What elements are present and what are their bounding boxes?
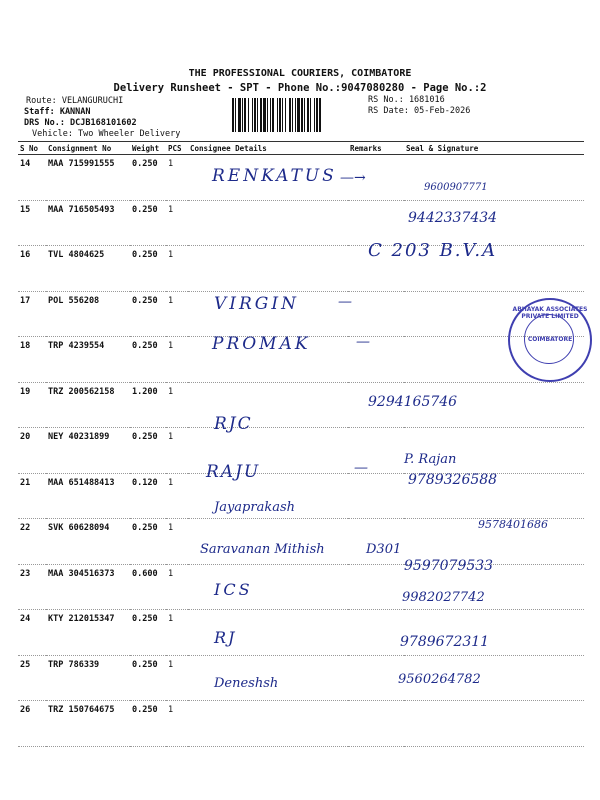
row-weight: 0.250	[130, 155, 166, 201]
row-sno: 17	[18, 291, 46, 337]
col-consignee: Consignee Details	[188, 142, 348, 155]
row-weight: 0.250	[130, 337, 166, 383]
row-pcs: 1	[166, 291, 188, 337]
drs-number: DRS No.: DCJB168101602	[24, 118, 137, 128]
table-row	[18, 246, 584, 292]
row-pcs: 1	[166, 428, 188, 474]
row-consignment: TRZ 150764675	[46, 701, 130, 747]
row-pcs: 1	[166, 564, 188, 610]
row-weight: 0.250	[130, 701, 166, 747]
barcode	[232, 98, 362, 132]
handwritten-phone: 9294165746	[368, 394, 458, 410]
col-remarks: Remarks	[348, 142, 404, 155]
staff-label: Staff: KANNAN	[24, 107, 91, 117]
handwritten-phone: 9597079533	[404, 558, 494, 574]
row-sno: 18	[18, 337, 46, 383]
row-sno: 24	[18, 610, 46, 656]
row-weight: 1.200	[130, 382, 166, 428]
row-consignment: TRZ 200562158	[46, 382, 130, 428]
table-header-row	[18, 142, 584, 155]
route-label: Route: VELANGURUCHI	[26, 96, 124, 106]
row-weight: 0.120	[130, 473, 166, 519]
row-pcs: 1	[166, 382, 188, 428]
company-seal	[508, 298, 592, 382]
row-consignment: MAA 715991555	[46, 155, 130, 201]
row-sno: 25	[18, 655, 46, 701]
table-row	[18, 564, 584, 610]
row-sno: 26	[18, 701, 46, 747]
handwritten-consignee-name: RJ	[214, 628, 237, 647]
table-row	[18, 610, 584, 656]
handwritten-signature: P. Rajan	[404, 452, 457, 467]
handwritten-phone: 9789672311	[400, 634, 490, 650]
row-pcs: 1	[166, 200, 188, 246]
row-pcs: 1	[166, 473, 188, 519]
row-pcs: 1	[166, 155, 188, 201]
table-row	[18, 473, 584, 519]
row-weight: 0.600	[130, 564, 166, 610]
rs-number: RS No.: 1681016	[368, 95, 445, 105]
handwritten-phone: 9442337434	[408, 210, 498, 226]
table-row	[18, 291, 584, 337]
col-consignment: Consignment No	[46, 142, 130, 155]
row-weight: 0.250	[130, 291, 166, 337]
row-pcs: 1	[166, 655, 188, 701]
handwritten-consignee-name: PROMAK	[212, 334, 311, 354]
seal-center-text: COIMBATORE	[527, 336, 573, 343]
col-pcs: PCS	[166, 142, 188, 155]
row-consignment: SVK 60628094	[46, 519, 130, 565]
row-consignment: MAA 651488413	[46, 473, 130, 519]
handwritten-consignee-name: RENKATUS	[212, 166, 337, 186]
handwritten-address: C 203 B.V.A	[368, 240, 498, 261]
row-pcs: 1	[166, 519, 188, 565]
col-signature: Seal & Signature	[404, 142, 584, 155]
row-weight: 0.250	[130, 655, 166, 701]
row-weight: 0.250	[130, 200, 166, 246]
row-consignment: TRP 786339	[46, 655, 130, 701]
handwritten-consignee-name: RAJU	[206, 462, 261, 482]
row-consignment: MAA 304516373	[46, 564, 130, 610]
handwritten-phone: 9560264782	[398, 672, 481, 687]
handwritten-remark-dash: —	[354, 460, 368, 476]
vehicle-label: Vehicle: Two Wheeler Delivery	[32, 129, 181, 139]
handwritten-remark-dash: —→	[340, 170, 366, 186]
row-sno: 23	[18, 564, 46, 610]
handwritten-phone: 9578401686	[478, 518, 548, 531]
handwritten-phone: 9600907771	[424, 182, 488, 193]
company-title: THE PROFESSIONAL COURIERS, COIMBATORE	[188, 68, 412, 79]
handwritten-remark-dash: —	[356, 334, 370, 350]
handwritten-phone: 9789326588	[408, 472, 498, 488]
row-weight: 0.250	[130, 246, 166, 292]
handwritten-unit: D301	[366, 542, 402, 557]
row-sno: 15	[18, 200, 46, 246]
col-sno: S No	[18, 142, 46, 155]
row-sno: 20	[18, 428, 46, 474]
table-row	[18, 655, 584, 701]
row-sno: 22	[18, 519, 46, 565]
runsheet-subtitle: Delivery Runsheet - SPT - Phone No.:9047080280 - Page No.:2	[113, 82, 487, 94]
row-pcs: 1	[166, 337, 188, 383]
handwritten-consignee-name: VIRGIN	[214, 294, 299, 314]
table-row	[18, 428, 584, 474]
table-row	[18, 200, 584, 246]
table-row	[18, 382, 584, 428]
row-consignment: MAA 716505493	[46, 200, 130, 246]
row-pcs: 1	[166, 701, 188, 747]
table-row	[18, 701, 584, 747]
row-pcs: 1	[166, 246, 188, 292]
row-sno: 14	[18, 155, 46, 201]
row-consignment: TRP 4239554	[46, 337, 130, 383]
runsheet-table	[18, 141, 584, 747]
handwritten-consignee-name: Jayaprakash	[214, 500, 296, 515]
row-sno: 21	[18, 473, 46, 519]
seal-ring-text: ABHAYAK ASSOCIATES PRIVATE LIMITED	[512, 306, 588, 320]
row-consignment: POL 556208	[46, 291, 130, 337]
handwritten-phone: 9982027742	[402, 590, 485, 605]
row-sno: 16	[18, 246, 46, 292]
row-weight: 0.250	[130, 519, 166, 565]
row-consignment: KTY 212015347	[46, 610, 130, 656]
handwritten-consignee-name: ICS	[214, 580, 253, 599]
handwritten-remark-dash: —	[338, 294, 352, 310]
rs-date: RS Date: 05-Feb-2026	[368, 106, 471, 116]
row-weight: 0.250	[130, 428, 166, 474]
row-consignment: TVL 4804625	[46, 246, 130, 292]
col-weight: Weight	[130, 142, 166, 155]
handwritten-consignee-name: Saravanan Mithish	[200, 542, 325, 557]
row-sno: 19	[18, 382, 46, 428]
handwritten-consignee-name: Deneshsh	[214, 676, 279, 691]
row-weight: 0.250	[130, 610, 166, 656]
handwritten-consignee-name: RJC	[214, 414, 253, 434]
row-consignment: NEY 40231899	[46, 428, 130, 474]
row-pcs: 1	[166, 610, 188, 656]
